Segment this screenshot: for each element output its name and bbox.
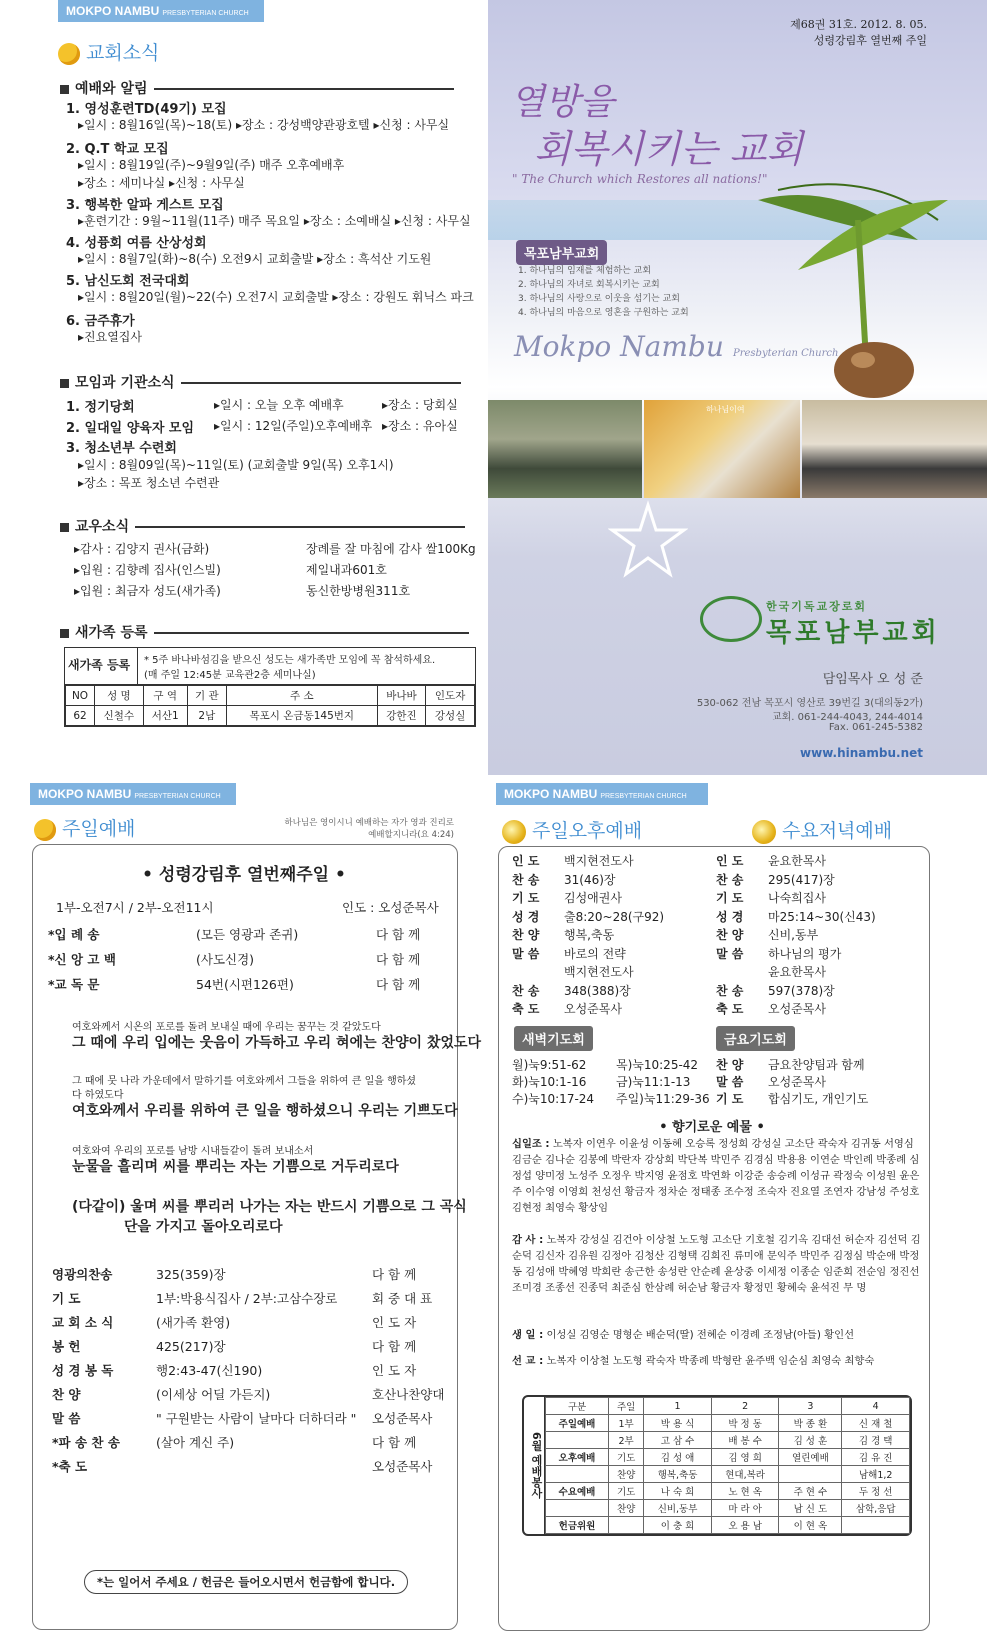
member-note: 동신한방병원311호 xyxy=(306,584,411,598)
order-detail: (새가족 환영) xyxy=(156,1315,231,1330)
order-who: 다 함 께 xyxy=(372,1435,417,1450)
reading-leader: 그 때에 뭇 나라 가운데에서 말하기를 여호와께서 그들을 위하여 큰 일을 행하셨 xyxy=(72,1076,417,1087)
bell-icon xyxy=(752,820,776,844)
mission-item: 4. 하나님의 마음으로 영혼을 구원하는 교회 xyxy=(518,308,689,318)
duty-header: 4 xyxy=(842,1398,910,1415)
duty-cell: 김 성 애 xyxy=(644,1449,712,1466)
offering-title: • 향기로운 예물 • xyxy=(659,1120,765,1135)
member-item: ▸입원 : 최금자 성도(새가족) xyxy=(74,584,221,598)
order-detail: 295(417)장 xyxy=(768,872,835,887)
order-detail: 윤요한목사 xyxy=(768,965,826,979)
fax: Fax. 061-245-5382 xyxy=(828,722,923,733)
order-item: *축 도 xyxy=(52,1459,88,1474)
service-times: 1부-오전7시 / 2부-오전11시 xyxy=(56,900,214,915)
duty-cell: 현대,복라 xyxy=(711,1466,779,1483)
church-name: 목포남부교회 xyxy=(766,618,941,648)
slogan-english: " The Church which Restores all nations!" xyxy=(512,172,768,186)
order-detail: 신비,동부 xyxy=(768,928,819,942)
script-name: Mokpo Nambu Presbyterian Church xyxy=(514,330,839,363)
duty-row xyxy=(546,1432,910,1449)
order-item: *신 앙 고 백 xyxy=(48,952,116,967)
nf-cell: 62 xyxy=(66,706,95,726)
order-detail: 54번(시편126편) xyxy=(196,977,294,992)
duty-table xyxy=(545,1397,910,1534)
address: 530-062 전남 목포시 영산로 39번길 3(대의동2가) xyxy=(696,698,923,709)
duty-header: 주일 xyxy=(609,1398,644,1415)
dawn-title: 새벽기도회 xyxy=(514,1026,593,1051)
order-detail: (살아 계신 주) xyxy=(156,1435,235,1450)
verse: 하나님은 영이시니 예배하는 자가 영과 진리로 예배할지니라(요 4:24) xyxy=(284,818,454,840)
slogan-line-2: 회복시키는 교회 xyxy=(534,127,804,171)
nf-header: 성 명 xyxy=(95,686,144,706)
church-tag: 목포남부교회 xyxy=(516,240,607,265)
nf-header: 바나바 xyxy=(377,686,426,706)
duty-cell: 마 라 아 xyxy=(711,1500,779,1517)
brand-tab-2: MOKPO NAMBU PRESBYTERIAN CHURCH xyxy=(30,783,236,805)
order-item: 기 도 xyxy=(512,891,540,905)
duty-row xyxy=(546,1517,910,1534)
duty-cell: 열린예배 xyxy=(779,1449,842,1466)
dawn-reading: 목)눅10:25-42 xyxy=(616,1058,699,1072)
brand-tab xyxy=(58,0,264,22)
duty-cell: 2부 xyxy=(609,1432,644,1449)
nf-row xyxy=(66,706,475,726)
news-item-line: ▸일시 : 8월7일(화)~8(수) 오전9시 교회출발 ▸장소 : 흑석산 기도원 xyxy=(78,252,432,266)
meeting-time: ▸일시 : 오늘 오후 예배후 xyxy=(214,398,344,412)
duty-cell: 김 경 택 xyxy=(842,1432,910,1449)
duty-cell: 고 삼 수 xyxy=(644,1432,712,1449)
duty-cell: 박 종 환 xyxy=(779,1415,842,1432)
order-item: 성 경 xyxy=(512,909,540,924)
order-item: 인 도 xyxy=(716,854,744,868)
duty-cell: 이 현 옥 xyxy=(779,1517,842,1534)
duty-cell: 주 현 수 xyxy=(779,1483,842,1500)
newfamily-label: 새가족 등록 xyxy=(65,648,138,684)
flower-icon xyxy=(58,43,80,65)
order-item: 성 경 봉 독 xyxy=(52,1363,114,1378)
duty-cell: 주일예배 xyxy=(546,1415,609,1432)
website-link[interactable]: www.hinambu.net xyxy=(800,746,923,760)
service-leader: 인도 : 오성준목사 xyxy=(342,900,439,915)
dawn-reading: 월)눅9:51-62 xyxy=(512,1058,587,1072)
member-heading: 교우소식 xyxy=(60,516,465,536)
news-item-title: 1. 영성훈련TD(49기) 모집 xyxy=(66,102,227,117)
reading-leader: 여호와여 우리의 포로를 남방 시내들같이 돌려 보내소서 xyxy=(72,1146,314,1157)
coconut-sprout-illustration xyxy=(738,160,968,400)
order-detail: 합심기도, 개인기도 xyxy=(768,1092,869,1106)
sunday-title: 주일예배 xyxy=(34,814,135,841)
news-item-title: 3. 행복한 알파 게스트 모집 xyxy=(66,198,224,213)
mission-item: 1. 하나님의 임재를 체험하는 교회 xyxy=(518,266,652,276)
tithe: 십일조 : 노복자 이연우 이윤성 이동혜 오승록 정성희 강성실 고소단 곽숙자 김귀동 서영심 김금순 김나순 김봉예 박란자 강상희 박단복 박민주 김경심 박용용 이연순 박인례 박종례 심정섭 양미정 노성주 오정우 박지영 윤점호 박연화 이강준 송승례 이성규 곽정숙 이성원 윤은주 이수영 이영희 천성선 황금자 정차순 정태종 조수정 조숙자 진요열 조연자 강남성 주성호 김현정 최영숙 황상임 xyxy=(512,1138,920,1214)
order-item: 찬 송 xyxy=(512,983,540,998)
member-note: 제일내과601호 xyxy=(306,563,387,577)
duty-cell: 오 용 남 xyxy=(711,1517,779,1534)
newfamily-box xyxy=(64,647,476,727)
duty-header: 구분 xyxy=(546,1398,609,1415)
order-detail: " 구원받는 사람이 날마다 더하더라 " xyxy=(156,1411,357,1426)
duty-cell: 나 숙 희 xyxy=(644,1483,712,1500)
order-detail: 348(388)장 xyxy=(564,983,631,998)
duty-cell: 김 유 진 xyxy=(842,1449,910,1466)
sunday-panel xyxy=(0,780,488,1645)
mission-item: 3. 하나님의 사랑으로 이웃을 섬기는 교회 xyxy=(518,294,680,304)
order-detail: (모든 영광과 존귀) xyxy=(196,927,299,942)
order-detail: 마25:14~30(신43) xyxy=(768,909,876,924)
news-item-line: ▸진요열집사 xyxy=(78,330,142,344)
dawn-reading: 금)눅11:1-13 xyxy=(616,1075,691,1089)
duty-cell: 행복,축동 xyxy=(644,1466,712,1483)
order-item: *교 독 문 xyxy=(48,977,100,992)
order-who: 호산나찬양대 xyxy=(372,1387,445,1402)
star-graphic xyxy=(608,500,688,580)
order-item: 말 씀 xyxy=(512,946,540,961)
order-detail: 오성준목사 xyxy=(564,1002,622,1016)
meeting-title: 3. 청소년부 수련회 xyxy=(66,441,177,456)
order-detail: 행2:43-47(신190) xyxy=(156,1363,263,1378)
brand-name: MOKPO NAMBU xyxy=(66,4,160,18)
newfamily-heading: 새가족 등록 xyxy=(60,622,469,642)
order-who: 오성준목사 xyxy=(372,1411,433,1426)
order-who: 인 도 자 xyxy=(372,1363,417,1378)
reading-leader: 여호와께서 시온의 포로를 돌려 보내실 때에 우리는 꿈꾸는 것 같았도다 xyxy=(72,1022,381,1033)
duty-row xyxy=(546,1500,910,1517)
duty-side-label: 6월 예배봉사 xyxy=(524,1397,545,1534)
duty-cell: 신 재 철 xyxy=(842,1415,910,1432)
reading-leader: 다 하였도다 xyxy=(72,1090,124,1101)
order-detail: 597(378)장 xyxy=(768,983,835,998)
newfamily-note: * 5주 바나바섬김을 받으신 성도는 새가족반 모임에 꼭 참석하세요. xyxy=(144,655,436,666)
duty-cell: 김 성 훈 xyxy=(779,1432,842,1449)
nf-header: 인도자 xyxy=(426,686,475,706)
meeting-time: ▸일시 : 12일(주일)오후예배후 xyxy=(214,419,373,433)
order-detail: 바로의 전략 xyxy=(564,946,626,961)
reading-congregation: 여호와께서 우리를 위하여 큰 일을 행하셨으니 우리는 기쁘도다 xyxy=(72,1103,458,1119)
worship-heading: 예배와 알림 xyxy=(60,78,454,98)
duty-row xyxy=(546,1483,910,1500)
nf-header: 기 관 xyxy=(187,686,226,706)
dawn-reading: 수)눅10:17-24 xyxy=(512,1092,595,1106)
brand-tab-3: MOKPO NAMBU PRESBYTERIAN CHURCH xyxy=(496,783,708,805)
bell-icon xyxy=(502,820,526,844)
order-detail: 31(46)장 xyxy=(564,872,616,887)
order-item: 찬 양 xyxy=(716,928,744,942)
order-item: 봉 헌 xyxy=(52,1339,81,1354)
duty-cell: 기도 xyxy=(609,1449,644,1466)
photo-group-1 xyxy=(488,400,642,498)
duty-cell: 이 충 희 xyxy=(644,1517,712,1534)
order-detail: 425(217)장 xyxy=(156,1339,226,1354)
fri-title: 금요기도회 xyxy=(716,1026,795,1051)
nf-header: NO xyxy=(66,686,95,706)
order-detail: 나숙희집사 xyxy=(768,891,826,905)
newfamily-table xyxy=(65,685,475,726)
duty-cell: 찬양 xyxy=(609,1466,644,1483)
pm-title: 주일오후예배 xyxy=(502,816,642,844)
order-who: 인 도 자 xyxy=(372,1315,417,1330)
cover-panel xyxy=(488,0,987,775)
order-item: 성 경 xyxy=(716,909,744,924)
reading-congregation: (다같이) 울며 씨를 뿌리러 나가는 자는 반드시 기쁨으로 그 곡식 xyxy=(72,1199,467,1215)
order-detail: 오성준목사 xyxy=(768,1002,826,1016)
reading-congregation: 단을 가지고 돌아오리로다 xyxy=(124,1219,283,1235)
issue-number: 제68권 31호. 2012. 8. 05. xyxy=(790,18,927,31)
duty-cell xyxy=(842,1517,910,1534)
nf-cell: 목포시 온금동145번지 xyxy=(227,706,378,726)
issue-sunday: 성령강림후 열번째 주일 xyxy=(813,34,927,47)
order-item: 찬 송 xyxy=(716,983,744,998)
duty-cell: 신비,동부 xyxy=(644,1500,712,1517)
order-item: 교 회 소 식 xyxy=(52,1315,114,1330)
denomination: 한국기독교장로회 xyxy=(766,600,868,613)
newfamily-note2: (매 주일 12:45분 교육관2층 세미나실) xyxy=(144,670,316,681)
order-detail: 윤요한목사 xyxy=(768,854,826,868)
news-item-line: ▸일시 : 8월20일(월)~22(수) 오전7시 교회출발 ▸장소 : 강원도 휘닉스 파크 xyxy=(78,290,474,304)
sunday-footer: *는 일어서 주세요 / 헌금은 들어오시면서 헌금함에 합니다. xyxy=(84,1570,408,1594)
duty-cell: 오후예배 xyxy=(546,1449,609,1466)
order-detail: 오성준목사 xyxy=(768,1075,826,1089)
news-item-line: ▸훈련기간 : 9월~11월(11주) 매주 목요일 ▸장소 : 소예배실 ▸신청 : 사무실 xyxy=(78,214,471,228)
order-item: 말 씀 xyxy=(716,946,744,961)
duty-header: 1 xyxy=(644,1398,712,1415)
duty-cell: 배 봉 수 xyxy=(711,1432,779,1449)
news-item-line: ▸장소 : 세미나실 ▸신청 : 사무실 xyxy=(78,176,245,190)
duty-cell: 남해1,2 xyxy=(842,1466,910,1483)
order-item: 기 도 xyxy=(52,1291,81,1306)
news-item-title: 6. 금주휴가 xyxy=(66,314,135,329)
duty-cell xyxy=(546,1432,609,1449)
news-item-title: 5. 남신도회 전국대회 xyxy=(66,274,190,289)
church-logo xyxy=(700,596,762,642)
duty-roster xyxy=(522,1395,912,1536)
duty-cell: 박 정 동 xyxy=(711,1415,779,1432)
mission-item: 2. 하나님의 자녀로 회복시키는 교회 xyxy=(518,280,660,290)
reading-congregation: 그 때에 우리 입에는 웃음이 가득하고 우리 혀에는 찬양이 찼었도다 xyxy=(72,1035,482,1051)
order-item: 말 씀 xyxy=(716,1075,744,1089)
telephone: 교회. 061-244-4043, 244-4014 xyxy=(771,712,923,723)
news-item-line: ▸일시 : 8월19일(주)~9월9일(주) 매주 오후예배후 xyxy=(78,158,345,172)
order-detail: 325(359)장 xyxy=(156,1267,226,1282)
duty-cell xyxy=(546,1500,609,1517)
order-item: *입 례 송 xyxy=(48,927,100,942)
brand-sub: PRESBYTERIAN CHURCH xyxy=(162,10,249,17)
order-who: 회 중 대 표 xyxy=(372,1291,433,1306)
nf-cell: 2남 xyxy=(187,706,226,726)
photo-group-3 xyxy=(802,400,987,498)
birthday: 생 일 : 이성실 김영순 명형순 배순덕(딸) 전혜순 이경례 조정남(아들) 황인선 xyxy=(512,1329,855,1341)
order-item: 말 씀 xyxy=(52,1411,81,1426)
pastor: 담임목사 오 성 준 xyxy=(822,672,923,687)
duty-row xyxy=(546,1466,910,1483)
order-item: 기 도 xyxy=(716,891,744,905)
member-item: ▸입원 : 김향례 집사(인스빌) xyxy=(74,563,221,577)
member-item: ▸감사 : 김양지 권사(금화) xyxy=(74,542,210,556)
duty-cell xyxy=(546,1466,609,1483)
duty-cell: 찬양 xyxy=(609,1500,644,1517)
order-who: 다 함 께 xyxy=(372,1339,417,1354)
nf-header: 주 소 xyxy=(227,686,378,706)
order-detail: 금요찬양팀과 함께 xyxy=(768,1058,865,1072)
slogan-line-1: 열방을 xyxy=(510,82,615,123)
nf-header: 구 역 xyxy=(143,686,187,706)
order-detail: 백지현전도사 xyxy=(564,965,634,979)
order-item: 기 도 xyxy=(716,1092,744,1106)
duty-cell: 1부 xyxy=(609,1415,644,1432)
duty-cell: 남 신 도 xyxy=(779,1500,842,1517)
duty-cell: 수요예배 xyxy=(546,1483,609,1500)
thanks: 감 사 : 노복자 강성실 김건아 이상철 노도형 고소단 기호철 김기옥 김대선 허순자 김선덕 김순덕 김신자 김유원 김정아 김청산 김형택 김희진 류미애 문익주 박민주 김정심 박순애 박정동 김성애 박혜영 박희란 송근한 송성란 안순례 윤상중 이세정 이종순 임준희 전순임 정진선 조미경 조종선 진종덕 최준심 한삼례 허순남 황금자 황정민 황혜숙 윤석진 무 명 xyxy=(512,1234,921,1294)
wed-title: 수요저녁예배 xyxy=(752,816,892,844)
order-detail: (사도신경) xyxy=(196,952,255,967)
order-detail: 1부:박용식집사 / 2부:고삼수장로 xyxy=(156,1291,338,1306)
meeting-place: ▸장소 : 유아실 xyxy=(382,419,458,433)
order-who: 다 함 께 xyxy=(376,952,421,967)
photo-group-2 xyxy=(644,400,800,498)
meeting-place: ▸장소 : 당회실 xyxy=(382,398,458,412)
order-detail: 행복,축동 xyxy=(564,928,615,942)
meeting-title: 2. 일대일 양육자 모임 xyxy=(66,421,195,436)
reading-congregation: 눈물을 흘리며 씨를 뿌리는 자는 기쁨으로 거두리로다 xyxy=(72,1159,399,1175)
duty-cell xyxy=(609,1517,644,1534)
photo-caption: 하나님이여 xyxy=(706,405,745,414)
news-panel xyxy=(0,0,488,760)
news-item-title: 4. 성퓽회 여름 산상성회 xyxy=(66,236,207,251)
youth-line-2: ▸장소 : 목포 청소년 수련관 xyxy=(78,476,220,490)
order-item: *파 송 찬 송 xyxy=(52,1435,120,1450)
order-item: 찬 송 xyxy=(512,872,540,887)
duty-cell: 박 용 식 xyxy=(644,1415,712,1432)
order-who: 다 함 께 xyxy=(376,977,421,992)
duty-cell: 두 정 선 xyxy=(842,1483,910,1500)
order-item: 축 도 xyxy=(512,1002,540,1016)
dawn-reading: 주일)눅11:29-36 xyxy=(616,1092,710,1106)
duty-cell: 김 영 희 xyxy=(711,1449,779,1466)
order-item: 찬 양 xyxy=(716,1058,744,1072)
evening-panel xyxy=(492,780,987,1645)
meeting-heading: 모임과 기관소식 xyxy=(60,372,461,392)
order-item: 찬 양 xyxy=(512,928,540,942)
nf-cell: 강한진 xyxy=(377,706,426,726)
news-title: 교회소식 xyxy=(58,38,159,65)
order-who: 오성준목사 xyxy=(372,1459,433,1474)
order-detail: 출8:20~28(구92) xyxy=(564,909,665,924)
meeting-title: 1. 정기당회 xyxy=(66,400,135,415)
duty-cell xyxy=(779,1466,842,1483)
order-who: 다 함 께 xyxy=(372,1267,417,1282)
dawn-reading: 화)눅10:1-16 xyxy=(512,1075,587,1089)
order-detail: 백지현전도사 xyxy=(564,854,634,868)
duty-cell: 헌금위원 xyxy=(546,1517,609,1534)
order-item: 찬 송 xyxy=(716,872,744,887)
order-detail: 김성애권사 xyxy=(564,891,622,905)
order-item: 인 도 xyxy=(512,854,540,868)
order-item: 축 도 xyxy=(716,1002,744,1016)
news-item-line: ▸일시 : 8월16일(목)~18(토) ▸장소 : 강성백양관광호텔 ▸신청 : 사무실 xyxy=(78,118,450,132)
member-note: 장례를 잘 마침에 감사 쌀100Kg xyxy=(306,542,476,556)
duty-cell: 노 현 옥 xyxy=(711,1483,779,1500)
duty-header: 3 xyxy=(779,1398,842,1415)
order-who: 다 함 께 xyxy=(376,927,421,942)
youth-line-1: ▸일시 : 8월09일(목)~11일(토) (교회출발 9일(목) 오후1시) xyxy=(78,458,394,472)
news-item-title: 2. Q.T 학교 모집 xyxy=(66,142,169,157)
order-item: 찬 양 xyxy=(52,1387,81,1402)
nf-cell: 신철수 xyxy=(95,706,144,726)
mission-list xyxy=(518,264,689,320)
nf-cell: 서산1 xyxy=(143,706,187,726)
sunday-heading: • 성령강림후 열번째주일 • xyxy=(142,865,346,885)
nf-cell: 강성실 xyxy=(426,706,475,726)
order-item: 영광의찬송 xyxy=(52,1267,113,1282)
mission-offering: 선 교 : 노복자 이상철 노도형 곽숙자 박종례 박형란 윤주백 임순심 최영숙 최향숙 xyxy=(512,1355,875,1367)
order-detail: (이세상 어딜 가든지) xyxy=(156,1387,271,1402)
duty-header: 2 xyxy=(711,1398,779,1415)
order-detail: 하나님의 평가 xyxy=(768,946,842,961)
duty-cell: 삼학,응답 xyxy=(842,1500,910,1517)
duty-row xyxy=(546,1449,910,1466)
duty-row xyxy=(546,1415,910,1432)
duty-cell: 기도 xyxy=(609,1483,644,1500)
